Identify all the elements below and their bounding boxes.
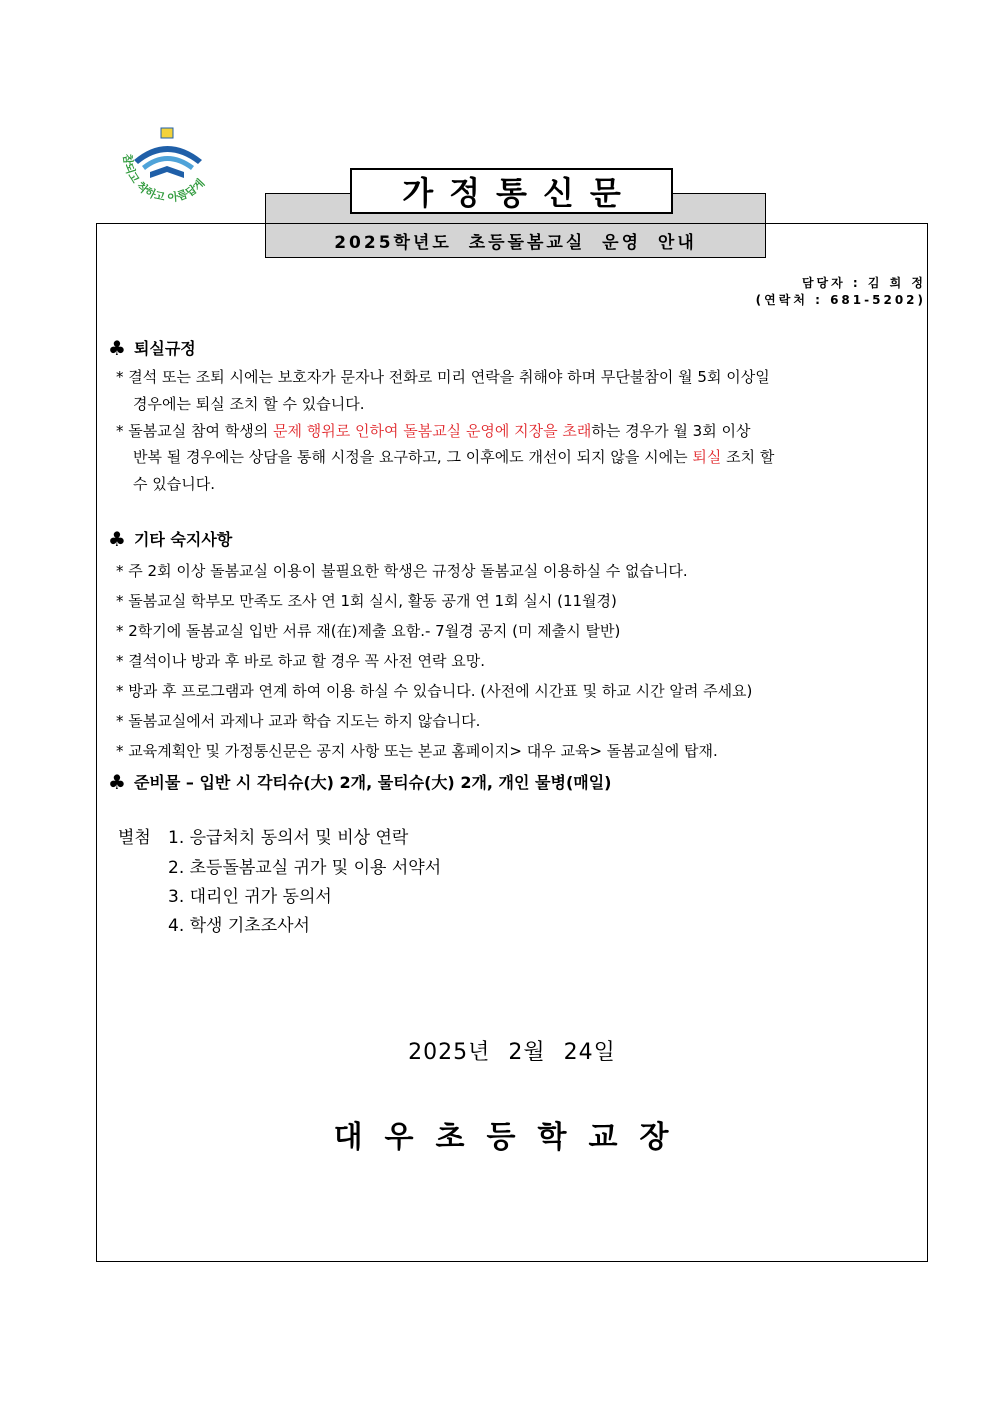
list-item: * 교육계획안 및 가정통신문은 공지 사항 또는 본교 홈페이지> 대우 교육> 돌봄교실에 탑재.	[116, 742, 718, 760]
dismissal-rule-2	[116, 420, 750, 441]
section-title: 기타 숙지사항	[133, 530, 233, 549]
text-segment: 하는 경우가 월 3회 이상	[591, 422, 751, 440]
emphasis-text: 문제 행위로 인하여 돌봄교실 운영에 지장을 초래	[272, 422, 592, 440]
text-segment: * 돌봄교실 참여 학생의	[116, 422, 273, 440]
logo-motto: 참되고 착하고 아름답게	[120, 153, 208, 205]
club-icon: ♣	[108, 335, 126, 360]
school-logo	[112, 122, 222, 212]
attachments-label: 별첨	[118, 828, 151, 848]
attachment-item: 3. 대리인 귀가 동의서	[168, 887, 332, 907]
attachment-item: 1. 응급처치 동의서 및 비상 연락	[168, 828, 409, 848]
issue-date: 2025년 2월 24일	[408, 1040, 616, 1065]
contact-phone: (연락처 : 681-5202)	[755, 293, 926, 307]
list-item: * 돌봄교실 학부모 만족도 조사 연 1회 실시, 활동 공개 연 1회 실시 (11월경)	[116, 592, 617, 610]
document-title: 가정통신문	[350, 168, 673, 214]
list-item: * 주 2회 이상 돌봄교실 이용이 불필요한 학생은 규정상 돌봄교실 이용하실 수 없습니다.	[116, 562, 688, 580]
list-item: * 방과 후 프로그램과 연계 하여 이용 하실 수 있습니다. (사전에 시간표 및 하교 시간 알려 주세요)	[116, 682, 753, 700]
section-heading-other	[108, 527, 232, 550]
section-heading-supplies	[108, 770, 612, 793]
section-heading-dismissal	[108, 336, 196, 359]
section-title: 준비물 – 입반 시 각티슈(大) 2개, 물티슈(大) 2개, 개인 물병(매일)	[133, 773, 612, 792]
list-item: * 결석이나 방과 후 바로 하교 할 경우 꼭 사전 연락 요망.	[116, 652, 486, 670]
list-item: * 돌봄교실에서 과제나 교과 학습 지도는 하지 않습니다.	[116, 712, 481, 730]
attachment-item: 2. 초등돌봄교실 귀가 및 이용 서약서	[168, 858, 442, 878]
attachment-item: 4. 학생 기초조사서	[168, 916, 310, 936]
emphasis-text: 퇴실	[692, 448, 722, 466]
dismissal-rule-1-cont: 경우에는 퇴실 조치 할 수 있습니다.	[133, 395, 365, 413]
dismissal-rule-2-cont	[133, 446, 774, 467]
document-subtitle: 2025학년도 초등돌봄교실 운영 안내	[334, 232, 697, 253]
dismissal-rule-1: * 결석 또는 조퇴 시에는 보호자가 문자나 전화로 미리 연락을 취해야 하며 무단불참이 월 5회 이상일	[116, 368, 770, 386]
section-title: 퇴실규정	[133, 339, 196, 358]
text-segment: 반복 될 경우에는 상담을 통해 시정을 요구하고, 그 이후에도 개선이 되지 않을 시에는	[133, 448, 693, 466]
contact-person: 담당자 : 김 희 정	[801, 276, 926, 290]
club-icon: ♣	[108, 526, 126, 551]
text-segment: 조치 할	[721, 448, 775, 466]
list-item: * 2학기에 돌봄교실 입반 서류 재(在)제출 요함.- 7월경 공지 (미 제출시 탈반)	[116, 622, 621, 640]
dismissal-rule-2-cont2: 수 있습니다.	[133, 475, 215, 493]
club-icon: ♣	[108, 769, 126, 794]
school-principal: 대우초등학교장	[333, 1120, 691, 1155]
